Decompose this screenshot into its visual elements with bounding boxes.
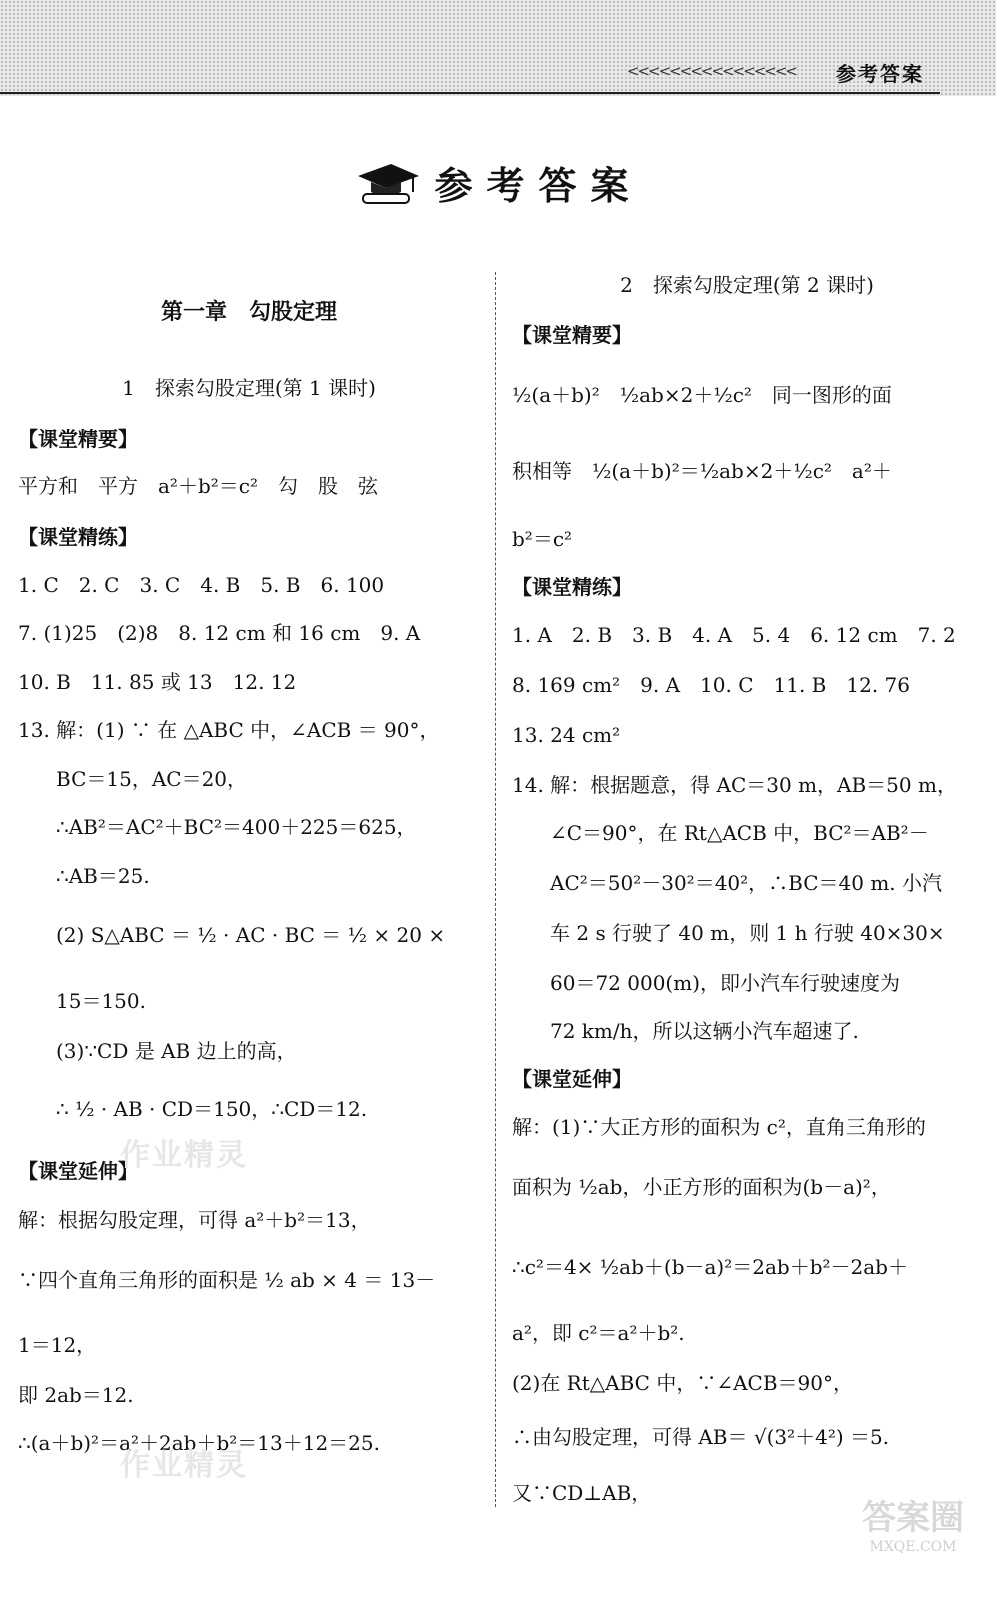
answer-line: 60＝72 000(m)，即小汽车行驶速度为 (550, 971, 900, 995)
lesson-title: 1 探索勾股定理(第 1 课时) (122, 376, 376, 400)
section-heading: 【课堂延伸】 (18, 1159, 138, 1183)
answer-line: 1. C 2. C 3. C 4. B 5. B 6. 100 (18, 573, 385, 597)
answer-line: 13. 24 cm² (512, 723, 621, 747)
section-heading: 【课堂延伸】 (512, 1067, 632, 1091)
answer-line: 15＝150. (56, 989, 146, 1013)
answer-line: 面积为 ½ab，小正方形的面积为(b－a)²， (512, 1175, 891, 1199)
title-block (0, 155, 996, 210)
answer-line: 解：(1)∵大正方形的面积为 c²，直角三角形的 (512, 1115, 926, 1139)
section-heading: 【课堂精练】 (18, 525, 138, 549)
answer-line: 解：根据勾股定理，可得 a²＋b²＝13， (18, 1208, 371, 1232)
watermark-text: 作业精灵 (120, 1448, 248, 1483)
answer-line: ∴AB²＝AC²＋BC²＝400＋225＝625， (56, 815, 417, 839)
answer-line: AC²＝50²－30²＝40²，∴BC＝40 m. 小汽 (550, 871, 943, 895)
answer-line: 积相等 ½(a＋b)²＝½ab×2＋½c² a²＋ (512, 459, 892, 483)
answer-line: 8. 169 cm² 9. A 10. C 11. B 12. 76 (512, 673, 910, 697)
answer-line: 1＝12， (18, 1333, 97, 1357)
answer-line: ∴ ½ · AB · CD＝150，∴CD＝12. (56, 1097, 368, 1121)
lesson-title: 2 探索勾股定理(第 2 课时) (620, 273, 874, 297)
answer-line: 1. A 2. B 3. B 4. A 5. 4 6. 12 cm 7. 2 (512, 623, 956, 647)
answer-line: (2) S△ABC ＝ ½ · AC · BC ＝ ½ × 20 × (56, 923, 446, 947)
answer-line: ∴(a＋b)²＝a²＋2ab＋b²＝13＋12＝25. (18, 1431, 380, 1455)
section-heading: 【课堂精要】 (18, 427, 138, 451)
answer-line: ∵四个直角三角形的面积是 ½ ab × 4 ＝ 13－ (18, 1268, 436, 1292)
header-label: 参考答案 (836, 62, 924, 86)
answer-line: 72 km/h，所以这辆小汽车超速了. (550, 1019, 859, 1043)
site-stamp (838, 1490, 988, 1590)
answer-line: 7. (1)25 (2)8 8. 12 cm 和 16 cm 9. A (18, 621, 421, 645)
answer-line: 平方和 平方 a²＋b²＝c² 勾 股 弦 (18, 474, 378, 498)
header-rule (0, 92, 940, 94)
chapter-title: 第一章 勾股定理 (160, 299, 337, 325)
answer-line: ∠C＝90°，在 Rt△ACB 中，BC²＝AB²－ (550, 821, 929, 845)
answer-line: (3)∵CD 是 AB 边上的高， (56, 1039, 297, 1063)
section-heading: 【课堂精练】 (512, 575, 632, 599)
column-divider (495, 272, 496, 1507)
answer-line: ∴AB＝25. (56, 864, 150, 888)
header-chevrons: <<<<<<<<<<<<<<<< (626, 62, 796, 80)
answer-line: BC＝15，AC＝20， (56, 767, 248, 791)
page-title: 参考答案 (434, 163, 643, 208)
answer-line: 14. 解：根据题意，得 AC＝30 m，AB＝50 m， (512, 773, 957, 797)
watermark-text: 作业精灵 (120, 1138, 248, 1173)
stamp-url: MXQE.COM (869, 1539, 957, 1555)
answer-line: 又∵CD⊥AB， (512, 1481, 652, 1505)
answer-line: ½(a＋b)² ½ab×2＋½c² 同一图形的面 (512, 383, 892, 407)
answer-line: b²＝c² (512, 527, 573, 551)
section-heading: 【课堂精要】 (512, 323, 632, 347)
graduation-cap-icon (353, 158, 423, 208)
answer-line: 10. B 11. 85 或 13 12. 12 (18, 670, 297, 694)
stamp-main-text: 答案圈 (862, 1498, 964, 1538)
answer-line: ∴c²＝4× ½ab＋(b－a)²＝2ab＋b²－2ab＋ (512, 1255, 908, 1279)
answer-line: 车 2 s 行驶了 40 m，则 1 h 行驶 40×30× (550, 921, 945, 945)
answer-line: a²，即 c²＝a²＋b². (512, 1321, 685, 1345)
answer-line: 即 2ab＝12. (18, 1383, 134, 1407)
answer-line: ∴由勾股定理，可得 AB＝ √(3²＋4²) ＝5. (512, 1425, 890, 1449)
answer-line: 13. 解：(1) ∵ 在 △ABC 中，∠ACB ＝ 90°， (18, 718, 440, 742)
answer-line: (2)在 Rt△ABC 中，∵∠ACB＝90°， (512, 1371, 853, 1395)
